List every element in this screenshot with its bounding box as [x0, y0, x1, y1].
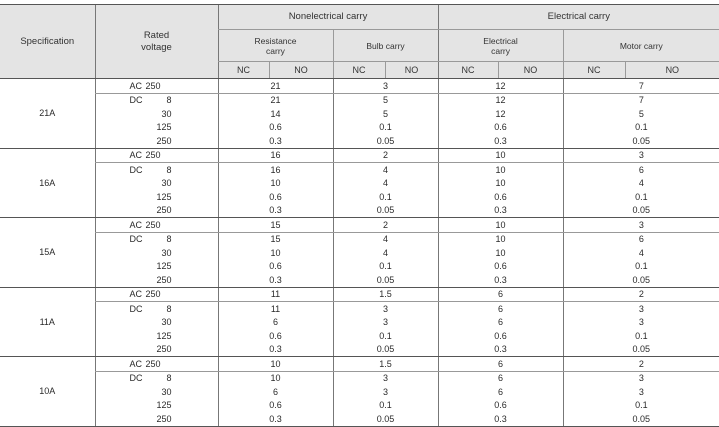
- voltage-value: 250: [156, 344, 172, 355]
- bulb-carry-value: 0.1: [333, 260, 438, 274]
- voltage-type: AC: [129, 289, 143, 300]
- header-specification: Specification: [0, 5, 95, 79]
- motor-carry-value: 3: [563, 371, 719, 385]
- electrical-carry-value: 0.6: [438, 121, 563, 135]
- voltage-cell: [95, 316, 218, 330]
- bulb-carry-value: 0.1: [333, 329, 438, 343]
- resistance-carry-value: 6: [218, 316, 333, 330]
- voltage-cell: [95, 190, 218, 204]
- resistance-carry-value: 0.6: [218, 260, 333, 274]
- voltage-cell: [95, 357, 218, 372]
- voltage-value: 8: [166, 373, 172, 384]
- motor-carry-value: 0.1: [563, 121, 719, 135]
- motor-carry-value: 0.1: [563, 190, 719, 204]
- table-body: [0, 79, 719, 427]
- voltage-value: 125: [156, 330, 172, 341]
- voltage-cell: [95, 371, 218, 385]
- motor-carry-value: 3: [563, 218, 719, 233]
- header-nonelectrical-carry: Nonelectrical carry: [218, 5, 438, 30]
- voltage-cell: [95, 273, 218, 287]
- voltage-value: 250: [145, 150, 161, 161]
- electrical-carry-value: 6: [438, 287, 563, 302]
- spec-cell: 11A: [0, 287, 95, 357]
- table-row: [0, 163, 719, 177]
- bulb-carry-value: 2: [333, 148, 438, 163]
- resistance-carry-value: 0.6: [218, 190, 333, 204]
- bulb-carry-value: 1.5: [333, 287, 438, 302]
- voltage-cell: [95, 134, 218, 148]
- bulb-carry-value: 2: [333, 218, 438, 233]
- motor-carry-value: 0.1: [563, 260, 719, 274]
- header-no: NO: [269, 62, 333, 79]
- motor-carry-value: 5: [563, 107, 719, 121]
- bulb-carry-value: 0.1: [333, 121, 438, 135]
- bulb-carry-value: 3: [333, 316, 438, 330]
- resistance-carry-value: 6: [218, 385, 333, 399]
- voltage-value: 250: [145, 358, 161, 369]
- voltage-value: 8: [166, 164, 172, 175]
- header-electrical-carry-sub: Electrical carry: [438, 30, 563, 62]
- bulb-carry-value: 0.05: [333, 412, 438, 426]
- resistance-carry-value: 14: [218, 107, 333, 121]
- bulb-carry-value: 0.1: [333, 190, 438, 204]
- voltage-value: 30: [161, 178, 172, 189]
- header-no: NO: [625, 62, 719, 79]
- electrical-carry-value: 12: [438, 93, 563, 107]
- header-motor-carry: Motor carry: [563, 30, 719, 62]
- resistance-carry-value: 0.6: [218, 121, 333, 135]
- electrical-carry-value: 10: [438, 232, 563, 246]
- table-row: [0, 177, 719, 191]
- voltage-value: 8: [166, 234, 172, 245]
- motor-carry-value: 3: [563, 385, 719, 399]
- electrical-carry-value: 10: [438, 218, 563, 233]
- resistance-carry-value: 0.3: [218, 412, 333, 426]
- resistance-carry-value: 11: [218, 302, 333, 316]
- electrical-carry-value: 10: [438, 177, 563, 191]
- voltage-cell: [95, 412, 218, 426]
- electrical-carry-value: 10: [438, 246, 563, 260]
- resistance-carry-value: 16: [218, 163, 333, 177]
- table-row: [0, 316, 719, 330]
- electrical-carry-value: 12: [438, 107, 563, 121]
- voltage-cell: [95, 232, 218, 246]
- resistance-carry-value: 0.6: [218, 399, 333, 413]
- electrical-carry-value: 0.3: [438, 343, 563, 357]
- table-row: [0, 148, 719, 163]
- table-row: [0, 357, 719, 372]
- voltage-cell: [95, 148, 218, 163]
- motor-carry-value: 0.1: [563, 329, 719, 343]
- header-bulb-carry: Bulb carry: [333, 30, 438, 62]
- voltage-cell: [95, 302, 218, 316]
- bulb-carry-value: 5: [333, 107, 438, 121]
- header-no: NO: [385, 62, 438, 79]
- bulb-carry-value: 4: [333, 177, 438, 191]
- bulb-carry-value: 4: [333, 232, 438, 246]
- table-header: [0, 5, 719, 79]
- voltage-type: DC: [129, 234, 143, 245]
- electrical-carry-value: 0.3: [438, 273, 563, 287]
- voltage-cell: [95, 121, 218, 135]
- voltage-cell: [95, 399, 218, 413]
- table-row: [0, 232, 719, 246]
- voltage-type: DC: [129, 95, 143, 106]
- voltage-cell: [95, 385, 218, 399]
- voltage-cell: [95, 287, 218, 302]
- table-row: [0, 287, 719, 302]
- table-row: [0, 385, 719, 399]
- motor-carry-value: 2: [563, 287, 719, 302]
- electrical-carry-value: 0.6: [438, 399, 563, 413]
- voltage-cell: [95, 204, 218, 218]
- electrical-carry-value: 6: [438, 371, 563, 385]
- header-nc: NC: [218, 62, 269, 79]
- voltage-value: 125: [156, 122, 172, 133]
- bulb-carry-value: 4: [333, 246, 438, 260]
- voltage-cell: [95, 177, 218, 191]
- motor-carry-value: 4: [563, 177, 719, 191]
- resistance-carry-value: 0.6: [218, 329, 333, 343]
- voltage-type: DC: [129, 373, 143, 384]
- electrical-carry-value: 0.6: [438, 190, 563, 204]
- motor-carry-value: 3: [563, 148, 719, 163]
- table-row: [0, 93, 719, 107]
- table-row: [0, 343, 719, 357]
- electrical-carry-value: 10: [438, 163, 563, 177]
- voltage-value: 30: [161, 386, 172, 397]
- header-electrical-carry: Electrical carry: [438, 5, 719, 30]
- bulb-carry-value: 0.05: [333, 204, 438, 218]
- table-row: [0, 218, 719, 233]
- motor-carry-value: 4: [563, 246, 719, 260]
- table-row: [0, 134, 719, 148]
- voltage-type: AC: [129, 80, 143, 91]
- bulb-carry-value: 0.05: [333, 134, 438, 148]
- voltage-value: 250: [156, 274, 172, 285]
- voltage-cell: [95, 218, 218, 233]
- motor-carry-value: 6: [563, 163, 719, 177]
- table-row: [0, 412, 719, 426]
- bulb-carry-value: 1.5: [333, 357, 438, 372]
- motor-carry-value: 0.1: [563, 399, 719, 413]
- table-row: [0, 79, 719, 94]
- table-row: [0, 121, 719, 135]
- voltage-value: 125: [156, 400, 172, 411]
- resistance-carry-value: 0.3: [218, 343, 333, 357]
- voltage-type: DC: [129, 303, 143, 314]
- voltage-value: 30: [161, 317, 172, 328]
- voltage-value: 8: [166, 95, 172, 106]
- resistance-carry-value: 10: [218, 177, 333, 191]
- resistance-carry-value: 15: [218, 218, 333, 233]
- spec-cell: 10A: [0, 357, 95, 427]
- voltage-value: 250: [145, 289, 161, 300]
- bulb-carry-value: 3: [333, 79, 438, 94]
- voltage-cell: [95, 163, 218, 177]
- motor-carry-value: 6: [563, 232, 719, 246]
- table-row: [0, 371, 719, 385]
- table-row: [0, 246, 719, 260]
- header-rated-voltage: Rated voltage: [95, 5, 218, 79]
- spec-cell: 21A: [0, 79, 95, 149]
- voltage-cell: [95, 79, 218, 94]
- resistance-carry-value: 10: [218, 357, 333, 372]
- bulb-carry-value: 3: [333, 371, 438, 385]
- header-nc: NC: [438, 62, 498, 79]
- electrical-carry-value: 6: [438, 302, 563, 316]
- electrical-carry-value: 6: [438, 316, 563, 330]
- header-nc: NC: [563, 62, 625, 79]
- header-resistance-carry: Resistance carry: [218, 30, 333, 62]
- motor-carry-value: 3: [563, 302, 719, 316]
- bulb-carry-value: 0.1: [333, 399, 438, 413]
- table-row: [0, 190, 719, 204]
- table-row: [0, 329, 719, 343]
- resistance-carry-value: 21: [218, 93, 333, 107]
- electrical-carry-value: 0.6: [438, 260, 563, 274]
- motor-carry-value: 0.05: [563, 343, 719, 357]
- header-no: NO: [498, 62, 563, 79]
- resistance-carry-value: 21: [218, 79, 333, 94]
- resistance-carry-value: 0.3: [218, 273, 333, 287]
- voltage-value: 250: [156, 135, 172, 146]
- voltage-cell: [95, 93, 218, 107]
- bulb-carry-value: 5: [333, 93, 438, 107]
- resistance-carry-value: 0.3: [218, 204, 333, 218]
- voltage-cell: [95, 260, 218, 274]
- electrical-carry-value: 6: [438, 357, 563, 372]
- motor-carry-value: 3: [563, 316, 719, 330]
- resistance-carry-value: 0.3: [218, 134, 333, 148]
- voltage-value: 30: [161, 247, 172, 258]
- resistance-carry-value: 11: [218, 287, 333, 302]
- voltage-cell: [95, 107, 218, 121]
- bulb-carry-value: 0.05: [333, 343, 438, 357]
- resistance-carry-value: 15: [218, 232, 333, 246]
- voltage-value: 30: [161, 108, 172, 119]
- voltage-type: AC: [129, 219, 143, 230]
- voltage-value: 250: [156, 413, 172, 424]
- voltage-value: 125: [156, 191, 172, 202]
- header-nc: NC: [333, 62, 385, 79]
- table-row: [0, 204, 719, 218]
- resistance-carry-value: 16: [218, 148, 333, 163]
- voltage-value: 250: [145, 219, 161, 230]
- voltage-value: 250: [145, 80, 161, 91]
- voltage-cell: [95, 329, 218, 343]
- bulb-carry-value: 4: [333, 163, 438, 177]
- spec-cell: 15A: [0, 218, 95, 288]
- table-row: [0, 302, 719, 316]
- electrical-carry-value: 10: [438, 148, 563, 163]
- voltage-value: 250: [156, 205, 172, 216]
- voltage-value: 8: [166, 303, 172, 314]
- bulb-carry-value: 3: [333, 302, 438, 316]
- voltage-type: AC: [129, 358, 143, 369]
- spec-cell: 16A: [0, 148, 95, 218]
- motor-carry-value: 7: [563, 79, 719, 94]
- bulb-carry-value: 3: [333, 385, 438, 399]
- voltage-value: 125: [156, 261, 172, 272]
- electrical-carry-value: 0.3: [438, 412, 563, 426]
- resistance-carry-value: 10: [218, 371, 333, 385]
- table-row: [0, 107, 719, 121]
- voltage-cell: [95, 343, 218, 357]
- motor-carry-value: 7: [563, 93, 719, 107]
- electrical-carry-value: 0.6: [438, 329, 563, 343]
- motor-carry-value: 0.05: [563, 273, 719, 287]
- resistance-carry-value: 10: [218, 246, 333, 260]
- motor-carry-value: 2: [563, 357, 719, 372]
- table-row: [0, 399, 719, 413]
- voltage-cell: [95, 246, 218, 260]
- motor-carry-value: 0.05: [563, 204, 719, 218]
- electrical-carry-value: 12: [438, 79, 563, 94]
- voltage-type: DC: [129, 164, 143, 175]
- electrical-carry-value: 0.3: [438, 204, 563, 218]
- motor-carry-value: 0.05: [563, 134, 719, 148]
- electrical-carry-value: 6: [438, 385, 563, 399]
- voltage-type: AC: [129, 150, 143, 161]
- table-row: [0, 273, 719, 287]
- table-row: [0, 260, 719, 274]
- electrical-carry-value: 0.3: [438, 134, 563, 148]
- motor-carry-value: 0.05: [563, 412, 719, 426]
- spec-table-container: [0, 4, 719, 427]
- spec-table: [0, 4, 719, 427]
- bulb-carry-value: 0.05: [333, 273, 438, 287]
